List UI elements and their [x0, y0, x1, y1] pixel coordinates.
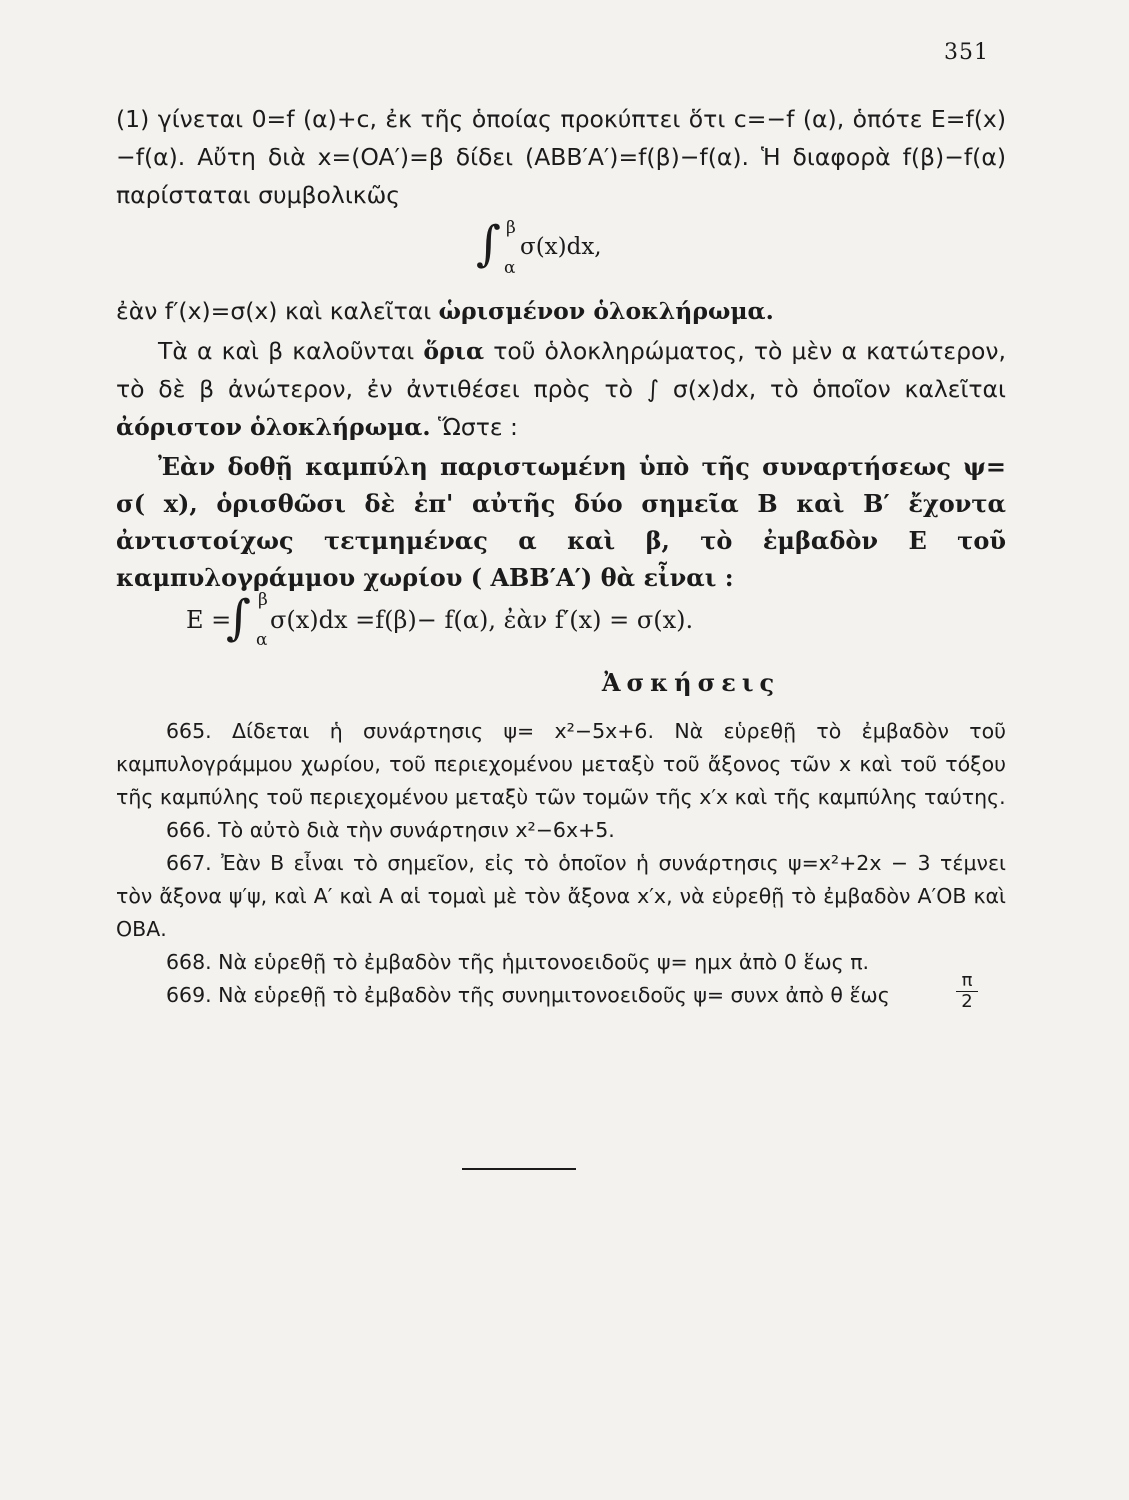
definition-text: ἐὰν f′(x)=σ(x) καὶ καλεῖται [116, 297, 439, 325]
area-formula [116, 590, 1006, 656]
integral-upper-bound: β [506, 218, 516, 238]
intro-paragraph: (1) γίνεται 0=f (α)+c, ἐκ τῆς ὁποίας προκύπτει ὅτι c=−f (α), ὁπότε E=f(x)−f(α). Αὔτη διὰ x=(OA′)=β δίδει (ABB′A′)=f(β)−f(α). Ἡ διαφορὰ f(β)−f(α) παρίσταται συμβολικῶς [116, 105, 1006, 209]
formula-lower-bound: α [256, 630, 268, 650]
exercises-heading: Ἀσκήσεις [601, 668, 781, 697]
fraction-denominator: 2 [961, 991, 973, 1012]
bounds-term-1: ὅρια [423, 337, 485, 365]
exercise-666: 666. Τὸ αὐτὸ διὰ τὴν συνάρτησιν x²−6x+5. [166, 818, 615, 842]
definite-integral-display [476, 216, 1006, 284]
integrand: σ(x)dx, [520, 234, 602, 260]
bounds-text-3: Ὥστε : [430, 413, 518, 441]
exercise-669: 669. Νὰ εὑρεθῇ τὸ ἐμβαδὸν τῆς συνημιτονοειδοῦς ψ= συνx ἀπὸ θ ἕως [166, 983, 890, 1007]
formula-lhs: E = [186, 606, 232, 634]
definition-paragraph [116, 294, 1006, 328]
page-body [116, 100, 1006, 1012]
formula-integral-sign: ∫ [226, 590, 252, 646]
theorem-statement: Ἐὰν δοθῇ καμπύλη παριστωμένη ὑπὸ τῆς συναρτήσεως ψ= σ( x), ὁρισθῶσι δὲ ἐπ' αὐτῆς δύο σημεῖα Β καὶ Β′ ἔχοντα ἀντιστοίχως τετμημένας α καὶ β, τὸ ἐμβαδὸν Ε τοῦ καμπυλογράμμου χωρίου ( ΑΒΒ′Α′) θὰ εἶναι : [116, 452, 1006, 592]
bounds-text-1: Τὰ α καὶ β καλοῦνται [158, 337, 424, 365]
integral-lower-bound: α [504, 258, 516, 278]
page-number: 351 [944, 40, 989, 65]
bounds-term-2: ἀόριστον ὁλοκλήρωμα. [116, 413, 431, 441]
formula-body: σ(x)dx =f(β)− f(α), ἐὰν f′(x) = σ(x). [270, 606, 694, 634]
exercise-667: 667. Ἐὰν Β εἶναι τὸ σημεῖον, εἰς τὸ ὁποῖον ἡ συνάρτησις ψ=x²+2x − 3 τέμνει τὸν ἄξονα ψ′ψ, καὶ Α′ καὶ Α αἱ τομαὶ μὲ τὸν ἄξονα x′x, νὰ εὑρεθῇ τὸ ἐμβαδὸν Α′ΟΒ καὶ ΟΒΑ. [116, 851, 1006, 941]
exercise-665: 665. Δίδεται ἡ συνάρτησις ψ= x²−5x+6. Νὰ εὑρεθῇ τὸ ἐμβαδὸν τοῦ καμπυλογράμμου χωρίου, τοῦ περιεχομένου μεταξὺ τοῦ ἄξονος τῶν x καὶ τοῦ τόξου τῆς καμπύλης τοῦ περιεχομένου μεταξὺ τῶν τομῶν τῆς x′x καὶ τῆς καμπύλης ταύτης. [116, 719, 1006, 809]
fraction-numerator: π [956, 971, 978, 992]
definition-term: ὡρισμένον ὁλοκλήρωμα. [438, 297, 774, 325]
formula-upper-bound: β [258, 590, 268, 610]
bounds-paragraph [116, 332, 1006, 446]
pi-over-two-fraction [956, 971, 978, 1012]
exercise-668: 668. Νὰ εὑρεθῇ τὸ ἐμβαδὸν τῆς ἡμιτονοειδοῦς ψ= ημx ἀπὸ 0 ἕως π. [166, 950, 870, 974]
exercise-669-row [116, 970, 1006, 1012]
bounds-text-2: τοῦ ὁλοκληρώματος, τὸ μὲν α κατώτερον, τὸ δὲ β ἀνώτερον, ἐν ἀντιθέσει πρὸς τὸ ∫ σ(x)dx, τὸ ὁποῖον καλεῖται [116, 337, 1006, 403]
integral-sign: ∫ [476, 216, 502, 272]
section-divider [462, 1168, 576, 1170]
